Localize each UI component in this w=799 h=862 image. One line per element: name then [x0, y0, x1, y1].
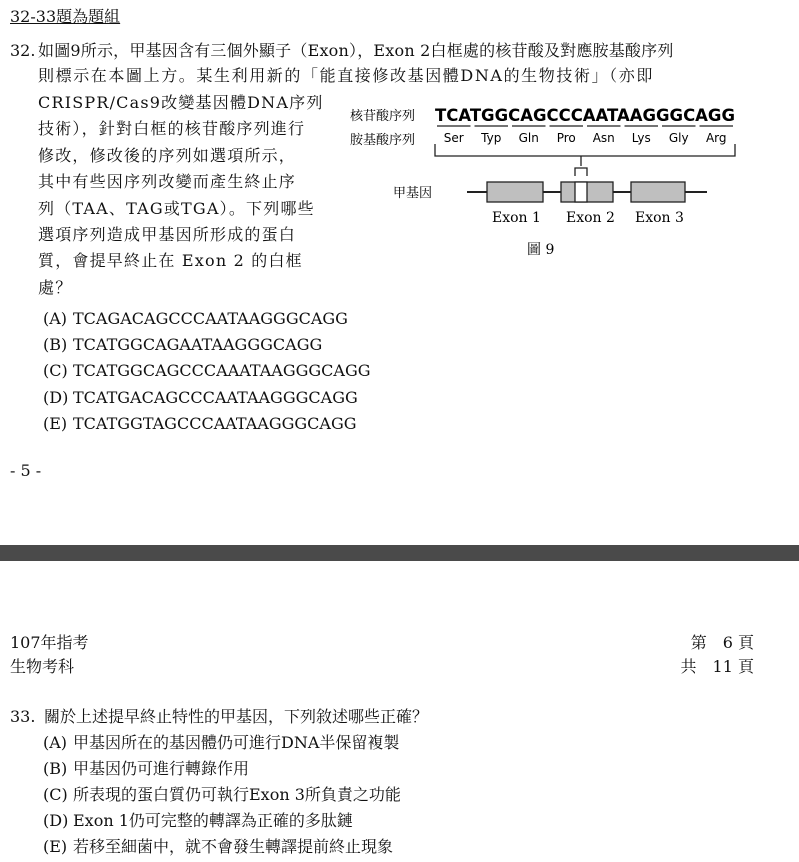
- total-pages-info: 共 11 頁: [680, 657, 754, 676]
- question-32-stem-line: 處？: [38, 278, 73, 297]
- nucleotide-sequence-label: 核苷酸序列: [350, 109, 416, 124]
- option-label: (B): [43, 759, 68, 778]
- option-text: TCATGGCAGCCCAAATAAGGGCAGG: [73, 361, 371, 380]
- question-32-stem-line: 技術），針對白框的核苷酸序列進行: [38, 119, 306, 138]
- option-text: TCATGACAGCCCAATAAGGGCAGG: [73, 388, 358, 407]
- question-32-stem-line: 選項序列造成甲基因所形成的蛋白: [38, 225, 297, 244]
- question-32-stem-line: 列（TAA、TAG或TGA）。下列哪些: [38, 199, 315, 218]
- exon-1-box: [487, 182, 543, 202]
- question-32-stem-line: 其中有些因序列改變而產生終止序: [38, 172, 297, 191]
- question-32-stem-line: CRISPR/Cas9改變基因體DNA序列: [38, 93, 324, 112]
- option-text: TCAGACAGCCCAATAAGGGCAGG: [73, 309, 348, 328]
- q33-option-d[interactable]: [43, 808, 353, 833]
- option-label: (E): [43, 837, 68, 856]
- amino-acid-label: Pro: [556, 131, 576, 145]
- q33-option-c[interactable]: [43, 782, 401, 807]
- option-text: TCATGGCAGAATAAGGGCAGG: [73, 335, 323, 354]
- exam-year: 107年指考: [10, 633, 89, 652]
- exon-2-white-frame: [575, 182, 587, 202]
- option-label: (E): [43, 414, 68, 433]
- gene-label: 甲基因: [393, 186, 433, 201]
- amino-acid-label: Ser: [443, 131, 464, 145]
- option-label: (C): [43, 361, 68, 380]
- option-text: TCATGGTAGCCCAATAAGGGCAGG: [73, 414, 357, 433]
- q33-option-e[interactable]: [43, 834, 393, 859]
- option-label: (A): [43, 309, 68, 328]
- option-text: 所表現的蛋白質仍可執行Exon 3所負責之功能: [73, 785, 401, 804]
- amino-acid-label: Lys: [631, 131, 651, 145]
- amino-acid-label: Arg: [705, 131, 727, 145]
- option-label: (D): [43, 388, 69, 407]
- page-number: - 5 -: [10, 461, 42, 480]
- sequence-bracket: [435, 144, 735, 156]
- q32-option-a[interactable]: [43, 306, 348, 331]
- q32-option-b[interactable]: [43, 332, 322, 357]
- amino-acid-label: Asn: [592, 131, 615, 145]
- question-33-stem: 關於上述提早終止特性的甲基因，下列敘述哪些正確？: [44, 707, 429, 726]
- question-32-stem-line-2: 則標示在本圖上方。某生利用新的「能直接修改基因體DNA的生物技術」（亦即: [38, 66, 654, 85]
- option-text: 甲基因仍可進行轉錄作用: [73, 759, 250, 778]
- question-32-stem-line: 修改，修改後的序列如選項所示，: [38, 146, 297, 165]
- question-32-stem-line-1: 如圖9所示，甲基因含有三個外顯子（Exon），Exon 2白框處的核苷酸及對應胺基酸序列: [38, 41, 674, 60]
- option-label: (A): [43, 733, 68, 752]
- amino-acid-label: Typ: [481, 131, 502, 145]
- q33-option-b[interactable]: [43, 756, 249, 781]
- nucleotide-sequence: TCATGGCAGCCCAATAAGGGCAGG: [435, 106, 735, 126]
- option-text: 若移至細菌中，就不會發生轉譯提前終止現象: [73, 837, 394, 856]
- option-text: Exon 1仍可完整的轉譯為正確的多肽鏈: [73, 811, 353, 830]
- q33-option-a[interactable]: [43, 730, 399, 755]
- q32-option-c[interactable]: [43, 358, 371, 383]
- question-group-header: 32-33題為題組: [10, 7, 121, 26]
- exon-1-label: Exon 1: [492, 210, 541, 226]
- option-label: (B): [43, 335, 68, 354]
- amino-acid-label: Gly: [668, 131, 689, 145]
- question-33-number: 33.: [10, 707, 36, 726]
- figure-9-gene-diagram: [345, 100, 765, 270]
- q32-option-e[interactable]: [43, 411, 357, 436]
- exon-3-box: [631, 182, 685, 202]
- bracket-connector: [575, 168, 587, 176]
- amino-acid-sequence-label: 胺基酸序列: [350, 133, 416, 148]
- exon-3-label: Exon 3: [635, 210, 684, 226]
- exam-subject: 生物考科: [10, 657, 75, 676]
- option-text: 甲基因所在的基因體仍可進行DNA半保留複製: [73, 733, 400, 752]
- exon-2-label: Exon 2: [566, 210, 615, 226]
- q32-option-d[interactable]: [43, 385, 358, 410]
- option-label: (D): [43, 811, 69, 830]
- page-divider: [0, 545, 799, 561]
- amino-acid-labels: [444, 131, 727, 145]
- question-32-stem-line: 質，會提早終止在 Exon 2 的白框: [38, 251, 303, 270]
- option-label: (C): [43, 785, 68, 804]
- figure-caption: 圖 9: [527, 242, 555, 258]
- amino-acid-label: Gln: [518, 131, 539, 145]
- question-32-number: 32.: [10, 41, 36, 60]
- page-info: 第 6 頁: [690, 633, 754, 652]
